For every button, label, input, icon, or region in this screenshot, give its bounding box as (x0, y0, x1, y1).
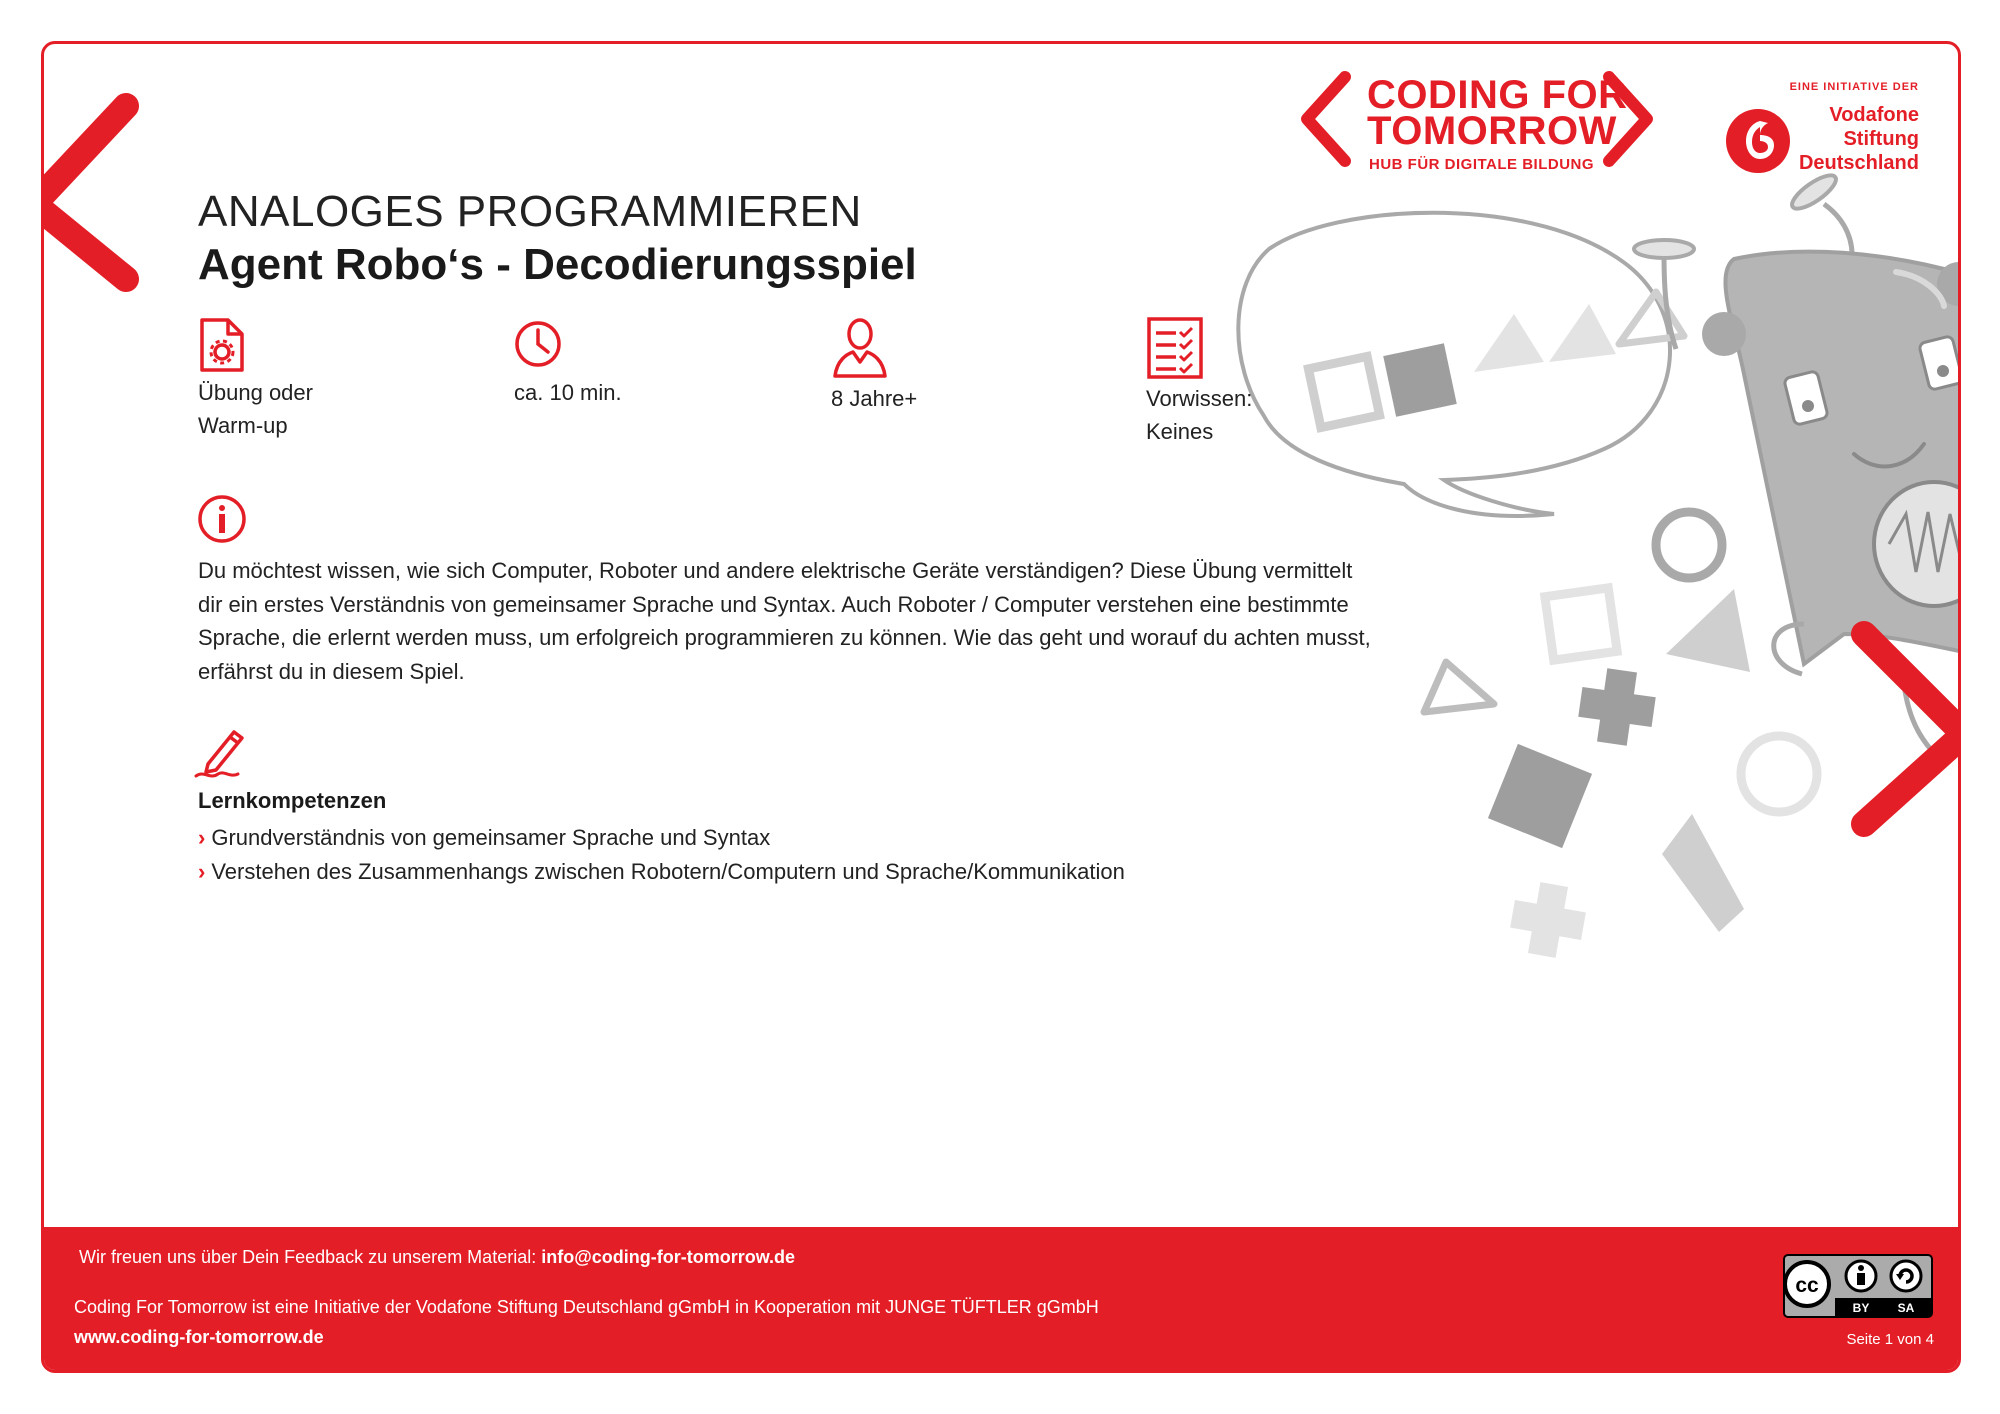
vodafone-speechmark-icon (1724, 107, 1792, 175)
left-chevron-decoration (44, 106, 126, 279)
meta-duration (514, 316, 622, 409)
triangle-filled-2 (1666, 589, 1750, 672)
brand-line-1: CODING FOR (1367, 73, 1628, 117)
square-outline-2 (1545, 588, 1617, 660)
circle-outline-1 (1656, 512, 1722, 578)
partner-name: Vodafone Stiftung Deutschland (1798, 104, 1919, 174)
competence-item: › Verstehen des Zusammenhangs zwischen Robotern/Computern und Sprache/Kommunikation (198, 855, 1125, 889)
right-chevron-decoration (1864, 634, 1961, 824)
competences-heading: Lernkompetenzen (198, 788, 387, 813)
description-text: Du möchtest wissen, wie sich Computer, Roboter und andere elektrische Geräte verständigen? Diese Übung vermittelt dir ein erstes Verständnis von gemeinsamer Sprache und Syntax. Auch Roboter / Computer verstehen eine bestimmte Sprache, die erlernt werden muss, um erfolgreich programmieren zu können. Wie das geht und worauf du achten musst, erfährst du in diesem Spiel. (198, 558, 1371, 684)
meta-age (831, 316, 917, 415)
brand-line-2: TOMORROW (1367, 109, 1617, 153)
svg-text:cc: cc (1795, 1274, 1819, 1297)
footer-bar (44, 1227, 1961, 1373)
competences-list (198, 821, 1125, 888)
meta-prerequisites-text: Vorwissen: Keines (1146, 386, 1253, 444)
speech-bubble (1238, 213, 1670, 516)
competence-item: › Grundverständnis von gemeinsamer Sprache und Syntax (198, 821, 1125, 855)
page-number: Seite 1 von 4 (1846, 1331, 1934, 1348)
website-link[interactable]: www.coding-for-tomorrow.de (74, 1327, 324, 1347)
cc-by-sa-badge (1783, 1254, 1933, 1318)
cooperation-text: Coding For Tomorrow ist eine Initiative der Vodafone Stiftung Deutschland gGmbH in Kooperation mit JUNGE TÜFTLER gGmbH (74, 1297, 1099, 1317)
meta-duration-text: ca. 10 min. (514, 380, 622, 405)
license-by: BY (1852, 1301, 1870, 1315)
cross-filled (1575, 665, 1659, 749)
brand-subtitle: HUB FÜR DIGITALE BILDUNG (1369, 156, 1595, 173)
vodafone-stiftung-logo (1724, 81, 1949, 191)
bubble-triangle-2 (1549, 304, 1616, 362)
info-icon (197, 494, 247, 544)
feedback-email-link[interactable]: info@coding-for-tomorrow.de (541, 1247, 796, 1267)
person-icon (831, 316, 889, 380)
feedback-line (79, 1247, 795, 1268)
pencil-icon (194, 724, 250, 780)
meta-type (198, 316, 313, 442)
partner-kicker: EINE INITIATIVE DER (1789, 81, 1919, 93)
page-title: Agent Robo‘s - Decodierungsspiel (198, 240, 917, 289)
meta-age-text: 8 Jahre+ (831, 386, 918, 411)
bubble-square-outline (1308, 356, 1379, 427)
meta-prerequisites (1146, 316, 1252, 448)
feedback-text: Wir freuen uns über Dein Feedback zu unserem Material: (79, 1247, 542, 1267)
square-filled-2 (1488, 744, 1592, 848)
diamond-filled (1662, 814, 1744, 932)
circle-outline-2 (1741, 736, 1817, 812)
license-sa: SA (1897, 1301, 1915, 1315)
meta-type-text: Übung oder Warm-up (198, 380, 313, 438)
document-gear-icon (198, 316, 246, 374)
cross-light (1506, 878, 1589, 961)
bubble-triangle-1 (1474, 314, 1544, 372)
worksheet-page (41, 41, 1961, 1373)
bubble-square-filled (1383, 343, 1457, 417)
page-category: ANALOGES PROGRAMMIEREN (198, 187, 862, 236)
triangle-outline-2 (1424, 662, 1494, 712)
coding-for-tomorrow-logo (1297, 69, 1677, 189)
checklist-icon (1146, 316, 1204, 380)
clock-icon (514, 316, 562, 374)
